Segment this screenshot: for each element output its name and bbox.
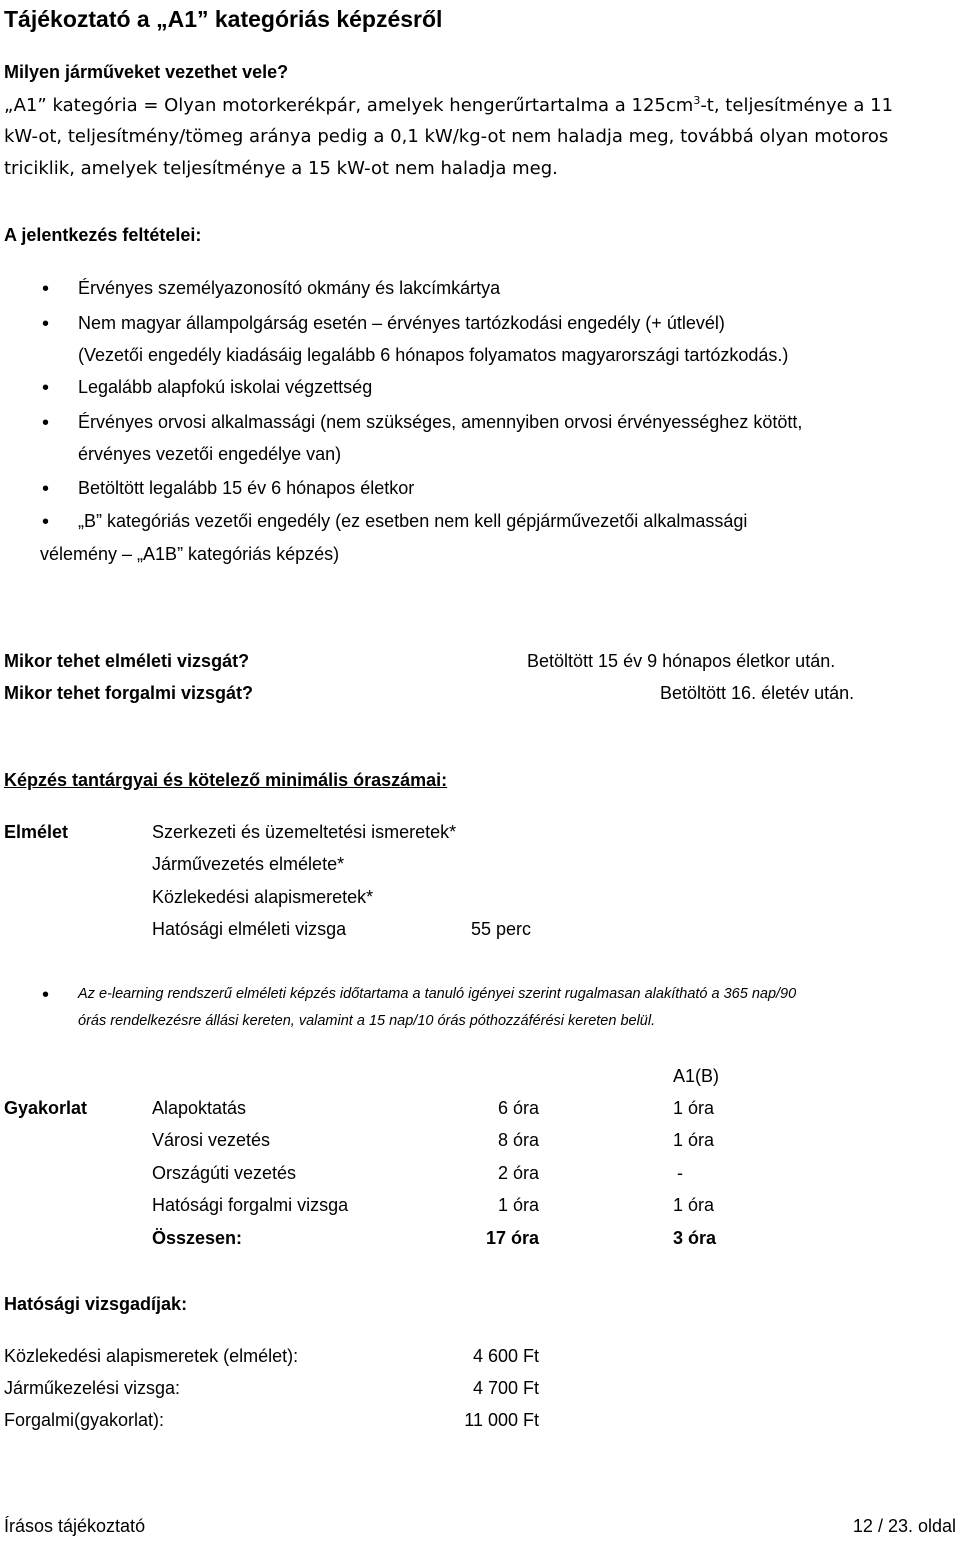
requirements-heading: A jelentkezés feltételei:	[4, 225, 202, 245]
theory-exam-question: Mikor tehet elméleti vizsgát?	[4, 651, 250, 671]
requirement-item-6-cont: vélemény – „A1B” kategóriás képzés)	[40, 544, 340, 564]
fee-row-2-name: Járműkezelési vizsga:	[4, 1378, 181, 1398]
practice-row-4-a1: 1 óra	[497, 1195, 539, 1215]
vehicles-line-1a: „A1” kategória = Olyan motorkerékpár, amelyek hengerűrtartalma a 125cm	[4, 95, 694, 116]
elearning-note-line-1: Az e-learning rendszerű elméleti képzés időtartama a tanuló igényei szerint rugalmasan alakítható a 365 nap/90	[78, 986, 797, 1002]
practice-row-2-name: Városi vezetés	[152, 1130, 271, 1150]
requirement-item-1: Érvényes személyazonosító okmány és lakcímkártya	[78, 278, 501, 298]
practice-row-4-name: Hatósági forgalmi vizsga	[152, 1195, 349, 1215]
practice-row-2-a1: 8 óra	[497, 1130, 539, 1150]
bullet-1: •	[42, 278, 50, 300]
vehicles-heading: Milyen járműveket vezethet vele?	[4, 62, 289, 82]
practice-total-a1: 17 óra	[485, 1228, 539, 1248]
requirement-item-3: Legalább alapfokú iskolai végzettség	[78, 377, 373, 397]
theory-exam-answer: Betöltött 15 év 9 hónapos életkor után.	[527, 651, 836, 671]
practice-row-3-name: Országúti vezetés	[152, 1163, 297, 1183]
superscript-3: 3	[693, 94, 701, 107]
theory-item-1: Szerkezeti és üzemeltetési ismeretek*	[152, 822, 457, 842]
requirement-item-6: „B” kategóriás vezetői engedély (ez esetben nem kell gépjárművezetői alkalmassági	[78, 511, 748, 531]
practice-col-header: A1(B)	[673, 1066, 720, 1086]
requirement-item-4: Érvényes orvosi alkalmassági (nem szükséges, amennyiben orvosi érvényességhez kötött,	[78, 412, 803, 432]
bullet-5: •	[42, 478, 50, 500]
practice-row-1-a1: 6 óra	[497, 1098, 539, 1118]
fee-row-1-amount: 4 600 Ft	[472, 1346, 539, 1366]
subjects-heading: Képzés tantárgyai és kötelező minimális óraszámai:	[4, 770, 448, 790]
theory-exam-time: 55 perc	[471, 919, 532, 939]
practice-exam-answer: Betöltött 16. életév után.	[660, 683, 855, 703]
theory-item-4: Hatósági elméleti vizsga	[152, 919, 347, 939]
requirement-item-2-note: (Vezetői engedély kiadásáig legalább 6 hónapos folyamatos magyarországi tartózkodás.)	[78, 345, 789, 365]
practice-row-4-a1b: 1 óra	[673, 1195, 715, 1215]
page-title: Tájékoztató a „A1” kategóriás képzésről	[4, 6, 443, 32]
note-bullet: •	[42, 984, 50, 1006]
requirement-item-2: Nem magyar állampolgárság esetén – érvényes tartózkodási engedély (+ útlevél)	[78, 313, 725, 333]
bullet-6: •	[42, 511, 50, 533]
requirement-item-4-cont: érvényes vezetői engedélye van)	[78, 444, 342, 464]
practice-exam-question: Mikor tehet forgalmi vizsgát?	[4, 683, 254, 703]
theory-item-3: Közlekedési alapismeretek*	[152, 887, 374, 907]
bullet-2: •	[42, 313, 50, 335]
vehicles-line-1	[4, 94, 893, 116]
fee-row-3-amount: 11 000 Ft	[464, 1410, 539, 1430]
vehicles-line-2: kW-ot, teljesítmény/tömeg aránya pedig a 0,1 kW/kg-ot nem haladja meg, továbbá olyan motoros	[4, 126, 889, 147]
fees-heading: Hatósági vizsgadíjak:	[4, 1294, 188, 1314]
practice-row-2-a1b: 1 óra	[673, 1130, 715, 1150]
vehicles-line-1b: -t, teljesítménye a 11	[700, 95, 894, 116]
elearning-note-line-2: órás rendelkezésre állási kereten, valamint a 15 nap/10 órás póthozzáférési kereten belül.	[78, 1013, 656, 1029]
practice-label: Gyakorlat	[4, 1098, 88, 1118]
fee-row-2-amount: 4 700 Ft	[472, 1378, 539, 1398]
practice-row-1-name: Alapoktatás	[152, 1098, 247, 1118]
practice-row-1-a1b: 1 óra	[673, 1098, 715, 1118]
fee-row-3-name: Forgalmi(gyakorlat):	[4, 1410, 165, 1430]
bullet-3: •	[42, 377, 50, 399]
fee-row-1-name: Közlekedési alapismeretek (elmélet):	[4, 1346, 299, 1366]
theory-item-2: Járművezetés elmélete*	[152, 854, 345, 874]
practice-row-3-a1: 2 óra	[497, 1163, 539, 1183]
footer-left: Írásos tájékoztató	[4, 1516, 146, 1536]
bullet-4: •	[42, 412, 50, 434]
theory-label: Elmélet	[4, 822, 69, 842]
practice-total-a1b: 3 óra	[673, 1228, 717, 1248]
requirement-item-5: Betöltött legalább 15 év 6 hónapos életkor	[78, 478, 415, 498]
practice-row-3-a1b: -	[677, 1163, 683, 1183]
footer-page-number: 12 / 23. oldal	[852, 1516, 956, 1536]
practice-total-name: Összesen:	[152, 1228, 243, 1248]
vehicles-line-3: triciklik, amelyek teljesítménye a 15 kW-ot nem haladja meg.	[4, 158, 558, 179]
